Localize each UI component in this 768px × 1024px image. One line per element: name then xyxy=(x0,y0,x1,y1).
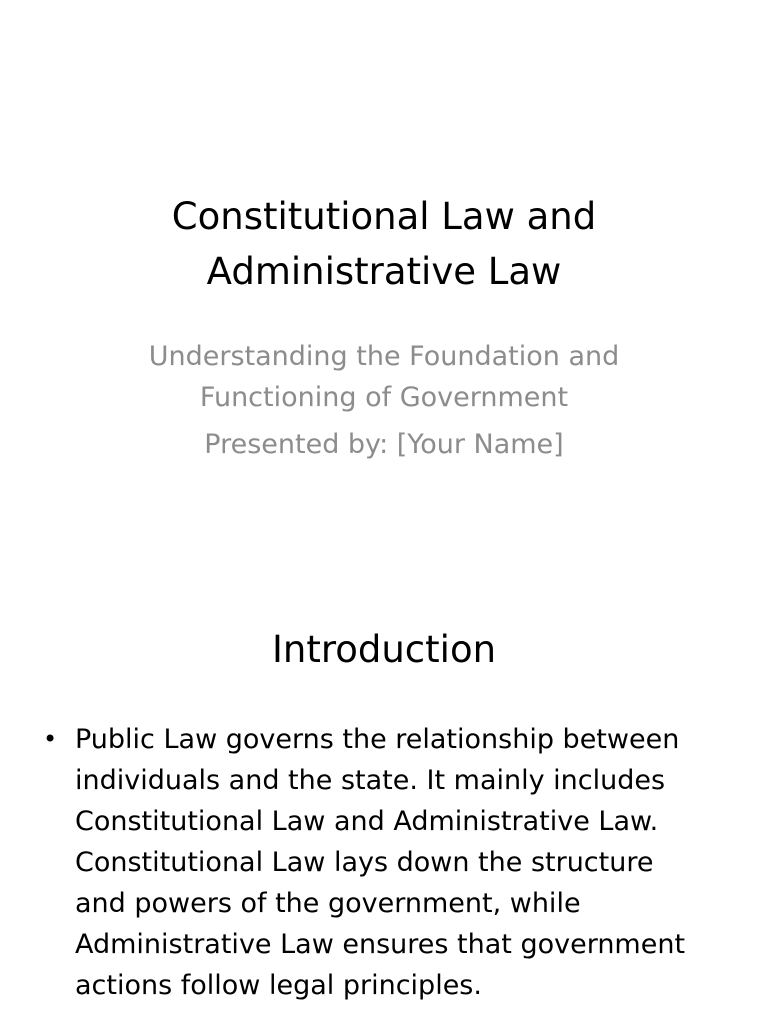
bullet-text-line: and powers of the government, while xyxy=(75,888,581,919)
bullet-icon: • xyxy=(43,725,58,753)
title-line: Constitutional Law and xyxy=(171,195,597,238)
subtitle-line: Understanding the Foundation and xyxy=(148,341,620,372)
bullet-list xyxy=(40,719,730,1006)
subtitle-line: Functioning of Government xyxy=(199,382,569,413)
bullet-text-line: Constitutional Law and Administrative Law. xyxy=(75,806,659,837)
bullet-item xyxy=(40,719,730,1006)
presenter-credit: Presented by: [Your Name] xyxy=(204,429,564,460)
bullet-text-line: individuals and the state. It mainly includes xyxy=(75,765,666,796)
introduction-slide xyxy=(0,576,768,1024)
title-line: Administrative Law xyxy=(206,250,562,293)
bullet-text-line: Constitutional Law lays down the structure xyxy=(75,847,654,878)
bullet-text-line: actions follow legal principles. xyxy=(75,970,482,1001)
slide-title: Introduction xyxy=(271,628,497,671)
bullet-text-line: Public Law governs the relationship between xyxy=(75,724,680,755)
slide-subtitle xyxy=(0,336,768,465)
slide-title xyxy=(0,189,768,299)
bullet-text-line: Administrative Law ensures that government xyxy=(75,929,686,960)
